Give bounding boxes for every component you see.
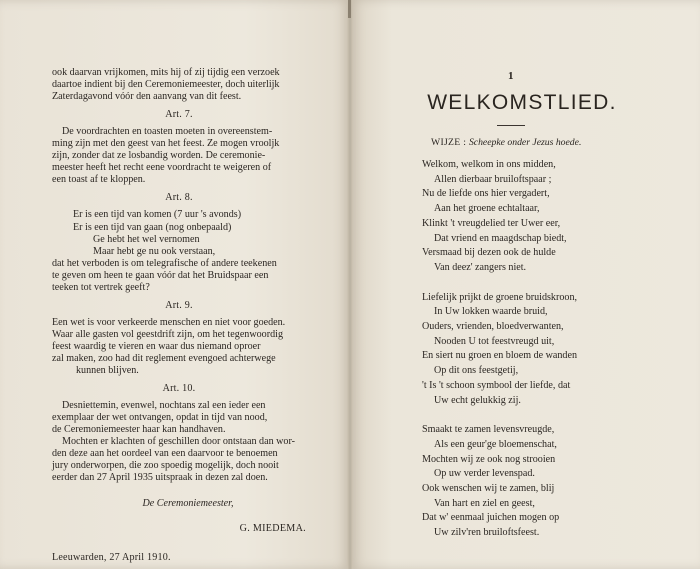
text-line: Maar hebt ge nu ook verstaan, bbox=[93, 245, 216, 257]
article-10-body bbox=[52, 400, 306, 484]
stanza-2 bbox=[422, 291, 652, 409]
lyric-line: Aan het groene echtaltaar, bbox=[434, 203, 540, 215]
lyric-line: Van deez' zangers niet. bbox=[434, 261, 527, 273]
lyric-line: Uw zilv'ren bruiloftsfeest. bbox=[434, 527, 540, 539]
song-lyrics bbox=[422, 158, 652, 541]
article-9-heading: Art. 9. bbox=[165, 299, 193, 311]
lyric-line: Klinkt 't vreugdelied ter Uwer eer, bbox=[422, 217, 561, 229]
stanza-1 bbox=[422, 158, 652, 276]
left-page-text bbox=[52, 67, 306, 564]
lyric-line: Versmaad bij dezen ook de hulde bbox=[422, 247, 556, 259]
lyric-line: Mochten wij ze ook nog strooien bbox=[422, 453, 556, 465]
text-line: feest waardig te vieren en waar dus niemand oproer bbox=[52, 340, 261, 352]
text-line: Mochten er klachten of geschillen door ontstaan dan wor- bbox=[62, 436, 295, 448]
text-line: Ge hebt het wel vernomen bbox=[93, 233, 200, 245]
text-line: zal maken, zoo had dit reglement evengoed achterwege bbox=[52, 352, 276, 364]
text-line: kunnen blijven. bbox=[76, 365, 139, 377]
lyric-line: Smaakt te zamen levensvreugde, bbox=[422, 424, 555, 436]
text-line: meester heeft het recht eene voordracht te weigeren of bbox=[52, 162, 272, 174]
stanza-3 bbox=[422, 423, 652, 541]
lyric-line: Op dit ons feestgetij, bbox=[434, 365, 519, 377]
article-8-verse bbox=[52, 209, 306, 257]
text-line: een toast af te kloppen. bbox=[52, 174, 146, 186]
text-line: Er is een tijd van komen (7 uur 's avonds) bbox=[73, 209, 242, 221]
text-line: De voordrachten en toasten moeten in overeenstem- bbox=[62, 126, 273, 138]
lyric-line: Welkom, welkom in ons midden, bbox=[422, 159, 556, 170]
text-line: eerder dan 27 April 1935 uitspraak in dezen zal doen. bbox=[52, 472, 268, 484]
signature-date: Leeuwarden, 27 April 1910. bbox=[52, 551, 171, 563]
text-line: Waar alle gasten vol geestdrift zijn, om het tegenwoordig bbox=[52, 328, 283, 340]
article-9-body bbox=[52, 317, 306, 377]
text-line: Een wet is voor verkeerde menschen en niet voor goeden. bbox=[52, 316, 286, 328]
lyric-line: Ouders, vrienden, bloedverwanten, bbox=[422, 321, 564, 333]
lyric-line: Dat vriend en maagdschap biedt, bbox=[434, 232, 567, 244]
lyric-line: Uw echt gelukkig zij. bbox=[434, 394, 521, 406]
text-line: zijn, zonder dat ze losbandig worden. De ceremonie- bbox=[52, 150, 266, 162]
lyric-line: Nu de liefde ons hier vergadert, bbox=[422, 188, 550, 200]
article-7-body bbox=[52, 126, 306, 186]
text-line: dat het verboden is om telegrafische of andere teekenen bbox=[52, 257, 277, 269]
text-line: Desniettemin, evenwel, nochtans zal een ieder een bbox=[62, 400, 266, 412]
text-line: ook daarvan vrijkomen, mits hij of zij tijdig een verzoek bbox=[52, 67, 280, 78]
lyric-line: 't Is 't schoon symbool der liefde, dat bbox=[422, 379, 571, 391]
lyric-line: Als een geur'ge bloemenschat, bbox=[434, 438, 557, 450]
title-rule bbox=[497, 125, 525, 126]
tune-line bbox=[431, 137, 581, 148]
text-line: den deze aan het oordeel van een daarvoor te benoemen bbox=[52, 448, 278, 460]
lyric-line: Nooden U tot feestvreugd uit, bbox=[434, 335, 555, 347]
text-line: te geven om heen te gaan vóór dat het Bruidspaar een bbox=[52, 269, 269, 281]
signature-role: De Ceremoniemeester, bbox=[142, 498, 234, 510]
text-line: teeken tot vertrek geeft? bbox=[52, 281, 150, 293]
lyric-line: Allen dierbaar bruiloftspaar ; bbox=[434, 173, 552, 185]
lyric-line: En siert nu groen en bloem de wanden bbox=[422, 350, 578, 362]
lyric-line: Dat w' eenmaal juichen mogen op bbox=[422, 512, 560, 524]
tune-name: Scheepke onder Jezus hoede. bbox=[468, 137, 582, 148]
lyric-line: Op uw verder levenspad. bbox=[434, 468, 535, 480]
lyric-line: In Uw lokken waarde bruid, bbox=[434, 306, 548, 318]
tune-label: WIJZE : bbox=[431, 137, 467, 148]
text-line: ming zijn met den geest van het feest. Ze mogen vrooljk bbox=[52, 138, 280, 150]
article-8-heading: Art. 8. bbox=[165, 192, 193, 204]
signature-name: G. MIEDEMA. bbox=[239, 522, 306, 534]
fold-mark bbox=[348, 0, 351, 18]
article-7-heading: Art. 7. bbox=[165, 109, 193, 121]
page-gutter bbox=[347, 0, 353, 569]
text-line: Zaterdagavond vóór den aanvang van dit feest. bbox=[52, 91, 242, 103]
article-8-body bbox=[52, 258, 306, 294]
text-line: exemplaar der wet ontvangen, opdat in tijd van nood, bbox=[52, 412, 268, 424]
lyric-line: Liefelijk prijkt de groene bruidskroon, bbox=[422, 291, 578, 303]
song-title: WELKOMSTLIED. bbox=[427, 91, 617, 114]
text-line: daartoe indient bij den Ceremoniemeester, doch uiterlijk bbox=[52, 79, 280, 91]
song-number: 1 bbox=[508, 70, 514, 82]
opening-paragraph bbox=[52, 67, 306, 103]
text-line: jury onderworpen, die zoo spoedig mogelijk, doch nooit bbox=[52, 460, 279, 472]
text-line: Er is een tijd van gaan (nog onbepaald) bbox=[73, 221, 232, 233]
text-line: de Ceremoniemeester haar kan handhaven. bbox=[52, 424, 226, 436]
article-10-heading: Art. 10. bbox=[162, 383, 196, 395]
lyric-line: Van hart en ziel en geest, bbox=[434, 497, 535, 509]
lyric-line: Ook wenschen wij te zamen, blij bbox=[422, 483, 555, 495]
